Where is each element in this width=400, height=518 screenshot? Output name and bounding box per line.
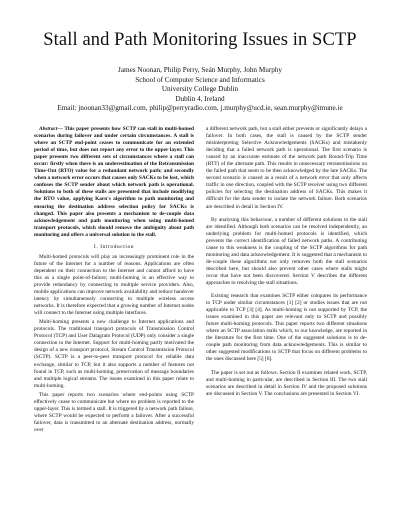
affiliation-school: School of Computer Science and Informatics [135,75,265,84]
intro-paragraph: The paper is set out as follows. Section II examines related work, SCTP, and multi-homing in particular, are described in Section III. The two stall scenarios are described in detail in Section IV and the proposed solutions are discussed in Section V. The conclusions are presented in Section VI. [206,369,367,397]
intro-paragraph: a different network path, but a stall either prevents or significantly delays a failover. In both cases, the stall is caused by the SCTP sender misinterpreting Selective Acknowledgements (SACKs) and mistakenly deciding that a failed network path is operational. The first scenario is caused by an inaccurate estimate of the network path Round-Trip Time (RTT) of the alternate path. This results in unnecessary retransmissions on the failed path that seem to be then acknowledged by the late SACKs. The second scenario is caused as a result of a network error that only affects traffic in one direction, coupled with the SCTP receiver using two different policies for selecting the destination address of SACKs. This makes it difficult for the data sender to isolate the network failure. Both scenarios are described in detail in Section IV. [206,126,367,210]
author-emails: Email: jnoonan33@gmail.com, philip@perryradio.com, j.murphy@ucd.ie, sean.murphy@imune.ie [57,104,343,113]
intro-paragraph: This paper reports two scenarios where end-points using SCTP effectively cease to communicate but where no problem is reported to the upper-layer. This is termed a stall. It is triggered by a network path failure, where SCTP would be expected to perform a failover. After a successful failover, data is transmitted to an alternate destination address, normally over [34,391,194,433]
author-names: James Noonan, Philip Perry, Seán Murphy, John Murphy [118,66,282,74]
section-heading-introduction: I. Introduction [93,243,135,250]
affiliation-city: Dublin 4, Ireland [175,94,225,103]
abstract-text: — This paper presents how SCTP can stall in multi-homed scenarios during failover and under certain circumstances. A stall is where an SCTP end-point ceases to communicate for an extended period of time, but does not report any error to the upper layer. This paper presents two different sets of circumstances where a stall can occur: firstly when there is an underestimation of the Retransmission Time-Out (RTO) value for a redundant network path; and secondly when a network error occurs that causes only SACKs to be lost, which confuses the SCTP sender about which network path is operational. Solutions to both of these stalls are presented that include modifying the RTO value, applying Karn's algorithm to path monitoring and ensuring the destination address selection policy for SACKs is changed. This paper also presents a mechanism to de-couple data acknowledgement and path monitoring when using multi-homed transport protocols, which should remove the ambiguity about path monitoring and offers a universal solution to the stall. [34,126,194,238]
author-block [0,66,400,114]
abstract [34,126,194,239]
paper-title: Stall and Path Monitoring Issues in SCTP [43,30,357,50]
intro-paragraph: By analysing this behaviour, a number of different solutions to the stall are identified. Although both scenarios can be resolved independently, an underlying problem for multi-homed protocols is identified, which prevents the correct identification of failed network paths. A contributing cause to this weakness is the coupling of the SCTP algorithms for path monitoring and data acknowledgement. It is suggested that a mechanism to de-couple these algorithms not only removes both the stall scenarios described here, but should also prevent other cases where stalls might occur that have not been discovered. Section V describes the different approaches to resolving the stall situations. [206,216,367,286]
intro-paragraph: Multi-homed protocols will play an increasingly prominent role in the future of the Internet for a number of reasons. Applications are often dependent on their connection to the Internet and cannot afford to have this as a single point-of-failure; multi-homing is an effective way to provide redundancy by connecting to multiple service providers. Also, mobile applications can improve network availability and reduce handover latency by simultaneously connecting to multiple wireless access networks. It is therefore expected that a growing number of Internet nodes will connect to the Internet using multiple interfaces. [34,253,194,317]
affiliation-university: University College Dublin [161,85,239,94]
intro-paragraph: Multi-homing presents a new challenge to Internet applications and protocols. The traditional transport protocols of Transmission Control Protocol (TCP) and User Datagram Protocol (UDP) only consider a single connection to the Internet. Support for multi-homing partly motivated the design of a new transport protocol, Stream Control Transmission Protocol (SCTP). SCTP is a peer-to-peer transport protocol for reliable data exchange, similar to TCP, but it also supports a number of features not found in TCP, such as multi-homing, preservation of message boundaries and multiple logical streams. The issues examined in this paper relate to multi-homing. [34,319,194,389]
right-column [206,126,367,400]
abstract-label: Abstract [39,126,58,132]
intro-paragraph: Existing research that examines SCTP either compares its performance to TCP under similar circumstances [1] [2] or studies issues that are not applicable to TCP [3] [4]. As multi-homing is not supported by TCP, the issues examined in this paper are relevant only to SCTP and possibly future multi-homing protocols. This paper reports two different situations where an SCTP association stalls which, to our knowledge, are reported in the literature for the first time. One of the suggested solutions is to de-couple path monitoring from data acknowledgements. This is similar to other suggested modifications to SCTP that focus on different problems to the ones discussed here [5] [6]. [206,293,367,363]
left-column [34,126,194,436]
